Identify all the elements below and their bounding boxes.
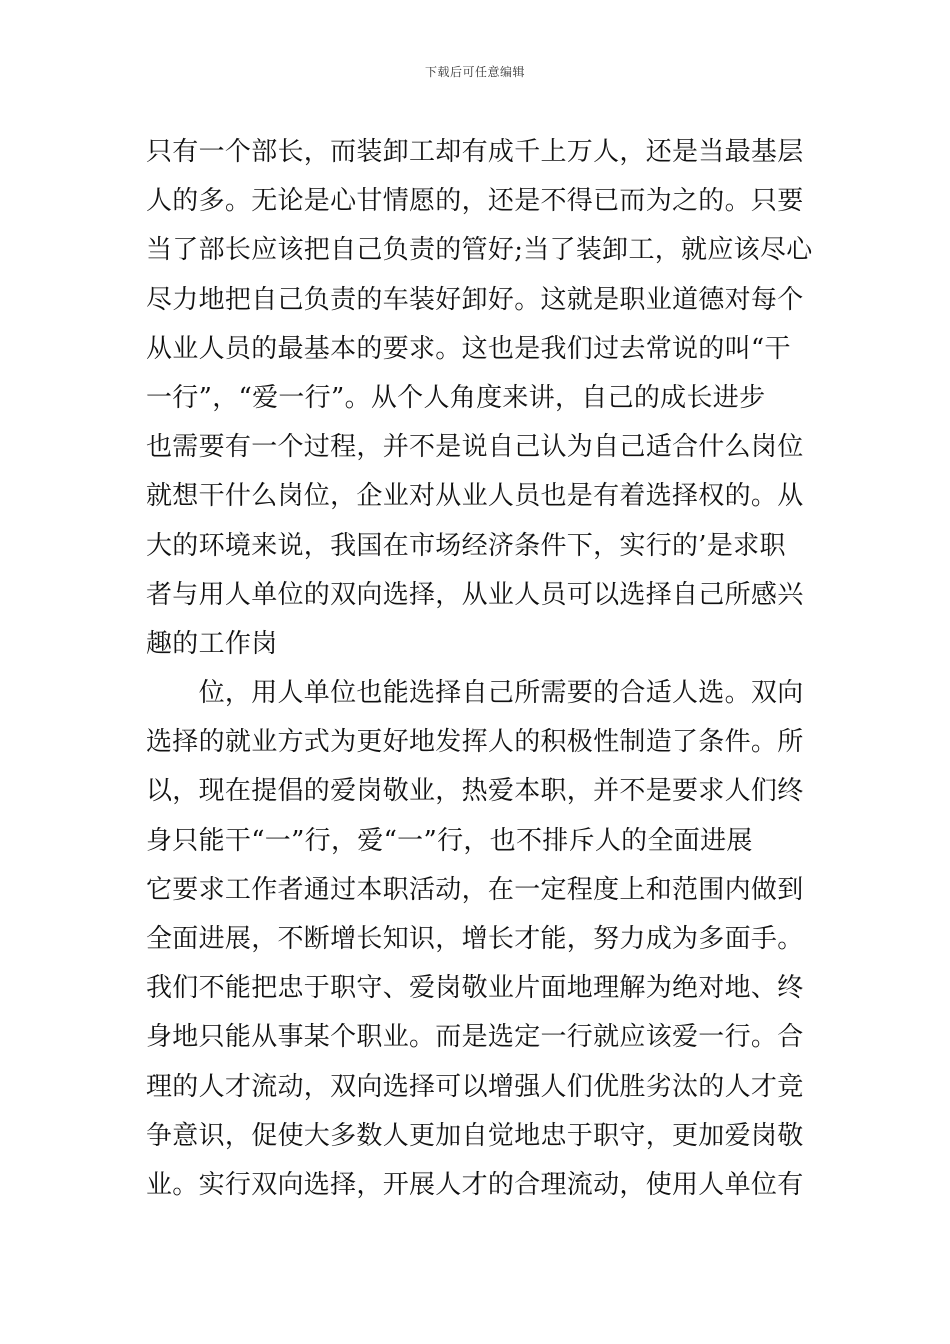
text-line: 也需要有一个过程，并不是说自己认为自己适合什么岗位 (146, 432, 804, 463)
text-line: 大的环境来说，我国在市场经济条件下，实行的’是求职 (146, 530, 786, 561)
text-line: 就想干什么岗位，企业对从业人员也是有着选择权的。从 (146, 481, 804, 512)
text-line: 它要求工作者通过本职活动，在一定程度上和范围内做到 (146, 874, 804, 905)
body-text (146, 128, 813, 1210)
text-line: 业。实行双向选择，开展人才的合理流动，使用人单位有 (146, 1169, 804, 1200)
text-line: 争意识，促使大多数人更加自觉地忠于职守，更加爱岗敬 (146, 1120, 804, 1151)
text-line: 身只能干“一”行，爱“一”行，也不排斥人的全面进展 (146, 825, 753, 856)
text-line: 全面进展，不断增长知识，增长才能，努力成为多面手。 (146, 924, 804, 954)
text-line: 从业人员的最基本的要求。这也是我们过去常说的叫“干 (146, 333, 791, 364)
text-line: 理的人才流动，双向选择可以增强人们优胜劣汰的人才竞 (146, 1071, 804, 1102)
text-line: 者与用人单位的双向选择，从业人员可以选择自己所感兴 (146, 579, 804, 610)
text-line: 选择的就业方式为更好地发挥人的积极性制造了条件。所 (146, 727, 804, 758)
text-line: 趣的工作岗 (146, 628, 278, 659)
text-line: 只有一个部长，而装卸工却有成千上万人，还是当最基层 (146, 137, 804, 167)
text-line: 身地只能从事某个职业。而是选定一行就应该爱一行。合 (146, 1022, 804, 1053)
text-line: 以，现在提倡的爱岗敬业，热爱本职，并不是要求人们终 (146, 776, 804, 807)
text-line: 当了部长应该把自己负责的管好;当了装卸工，就应该尽心 (146, 235, 813, 266)
text-line: 位，用人单位也能选择自己所需要的合适人选。双向 (146, 678, 804, 709)
text-line: 人的多。无论是心甘情愿的，还是不得已而为之的。只要 (146, 186, 804, 217)
page-header: 下载后可任意编辑 (424, 65, 525, 79)
text-line: 尽力地把自己负责的车装好卸好。这就是职业道德对每个 (146, 284, 804, 315)
text-line: 一行”，“爱一行”。从个人角度来讲，自己的成长进步 (146, 382, 766, 413)
text-line: 我们不能把忠于职守、爱岗敬业片面地理解为绝对地、终 (146, 973, 804, 1004)
